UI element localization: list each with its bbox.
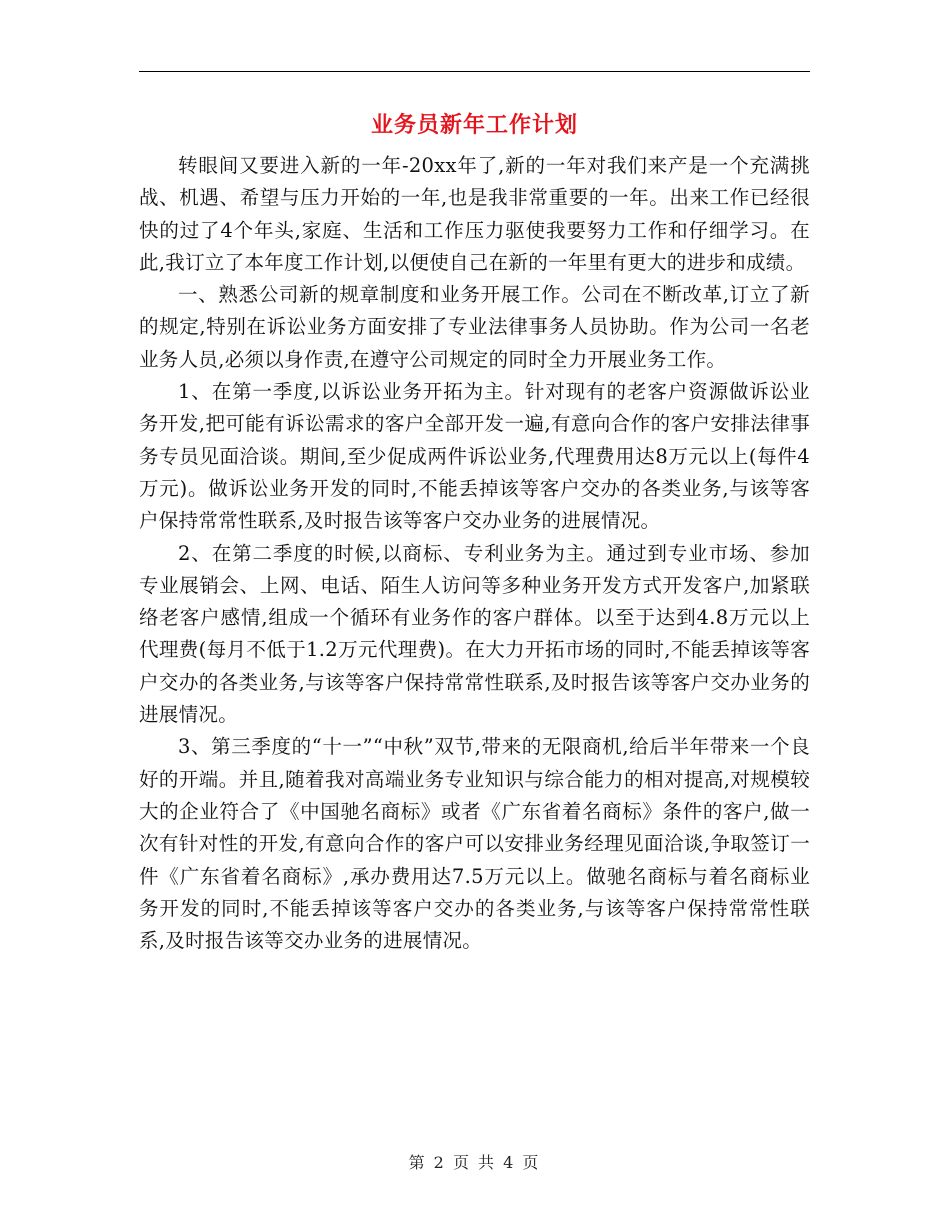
document-title: 业务员新年工作计划 bbox=[370, 112, 578, 138]
page-number: 第 2 页 共 4 页 bbox=[408, 1153, 541, 1172]
paragraph-q1: 1、在第一季度,以诉讼业务开拓为主。针对现有的老客户资源做诉讼业务开发,把可能有诉讼需求的客户全部开发一遍,有意向合作的客户安排法律事务专员见面洽谈。期间,至少促成两件诉讼业务,代理费用达8万元以上(每件4万元)。做诉讼业务开发的同时,不能丢掉该等客户交办的各类业务,与该等客户保持常常性联系,及时报告该等客户交办业务的进展情况。 bbox=[139, 380, 810, 533]
page-footer bbox=[139, 1150, 810, 1173]
header-rule bbox=[139, 71, 810, 72]
paragraph-section-one: 一、熟悉公司新的规章制度和业务开展工作。公司在不断改革,订立了新的规定,特别在诉讼业务方面安排了专业法律事务人员协助。作为公司一名老业务人员,必须以身作责,在遵守公司规定的同时全力开展业务工作。 bbox=[139, 283, 810, 371]
paragraph-intro: 转眼间又要进入新的一年-20xx年了,新的一年对我们来产是一个充满挑战、机遇、希望与压力开始的一年,也是我非常重要的一年。出来工作已经很快的过了4个年头,家庭、生活和工作压力驱使我要努力工作和仔细学习。在此,我订立了本年度工作计划,以便使自己在新的一年里有更大的进步和成绩。 bbox=[139, 154, 810, 274]
paragraph-q2: 2、在第二季度的时候,以商标、专利业务为主。通过到专业市场、参加专业展销会、上网、电话、陌生人访问等多种业务开发方式开发客户,加紧联络老客户感情,组成一个循环有业务作的客户群体。以至于达到4.8万元以上代理费(每月不低于1.2万元代理费)。在大力开拓市场的同时,不能丢掉该等客户交办的各类业务,与该等客户保持常常性联系,及时报告该等客户交办业务的进展情况。 bbox=[139, 541, 810, 727]
paragraph-q3: 3、第三季度的“十一”“中秋”双节,带来的无限商机,给后半年带来一个良好的开端。并且,随着我对高端业务专业知识与综合能力的相对提高,对规模较大的企业符合了《中国驰名商标》或者《广东省着名商标》条件的客户,做一次有针对性的开发,有意向合作的客户可以安排业务经理见面洽谈,争取签订一件《广东省着名商标》,承办费用达7.5万元以上。做驰名商标与着名商标业务开发的同时,不能丢掉该等客户交办的各类业务,与该等客户保持常常性联系,及时报告该等交办业务的进展情况。 bbox=[139, 735, 810, 953]
document-body bbox=[139, 150, 810, 957]
